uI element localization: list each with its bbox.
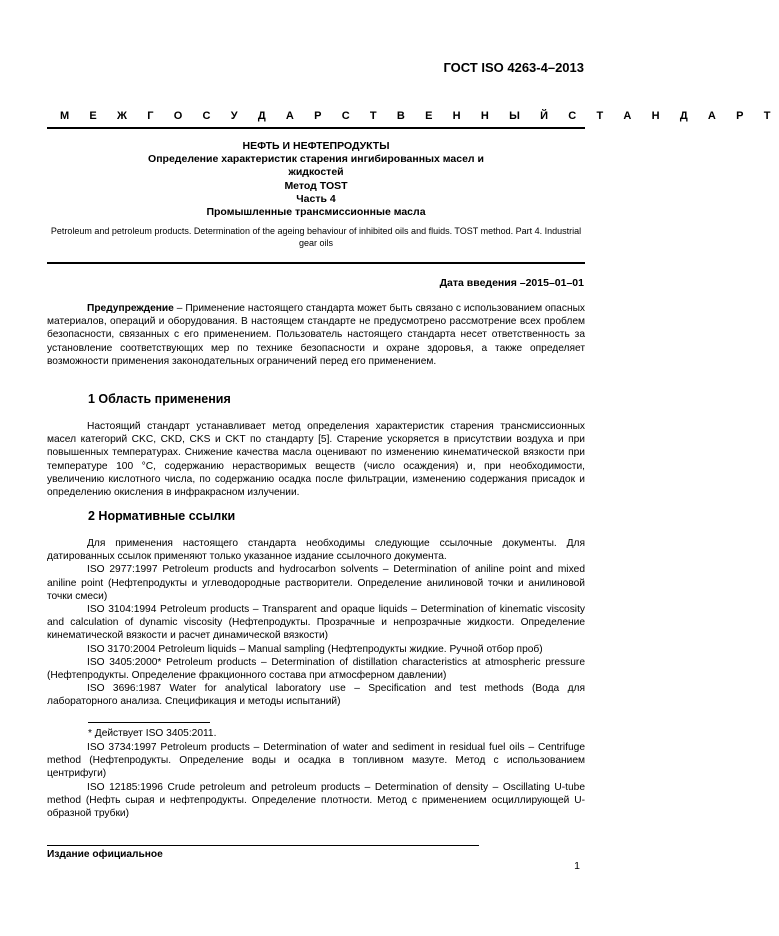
- section-2-intro: Для применения настоящего стандарта необходимы следующие ссылочные документы. Для датированных ссылок применяют только указанное издание ссылочного документа.: [47, 538, 585, 563]
- title-divider: [47, 262, 585, 264]
- footnote: * Действует ISO 3405:2011.: [88, 728, 217, 739]
- title-block: [47, 140, 585, 219]
- title-line-2: Определение характеристик старения ингибированных масел и: [148, 153, 484, 166]
- standard-number: ГОСТ ISO 4263-4–2013: [443, 60, 584, 75]
- footer-divider: [47, 845, 479, 846]
- title-line-5: Часть 4: [296, 192, 336, 205]
- section-1-body: [47, 420, 585, 499]
- reference-item: ISO 3405:2000* Petroleum products – Determination of distillation characteristics at atmospheric pressure (Нефтепродукты. Определение фракционного состава при атмосферном давлении): [47, 656, 585, 682]
- title-line-6: Промышленные трансмиссионные масла: [206, 206, 426, 219]
- title-line-3: жидкостей: [288, 166, 344, 179]
- warning-paragraph: [47, 302, 585, 368]
- section-2-body-continued: [47, 741, 585, 820]
- reference-item: ISO 2977:1997 Petroleum products and hydrocarbon solvents – Determination of aniline point and mixed aniline point (Нефтепродукты и углеводородные растворители. Определение анилиновой точки и анилиновой точки смеси): [47, 564, 585, 602]
- official-edition-label: Издание официальное: [47, 849, 163, 860]
- footnote-divider: [88, 722, 210, 723]
- section-2-body: [47, 537, 585, 709]
- reference-item: ISO 3170:2004 Petroleum liquids – Manual sampling (Нефтепродукты жидкие. Ручной отбор проб): [87, 643, 543, 655]
- title-line-4: Метод TOST: [284, 179, 348, 192]
- reference-item: ISO 12185:1996 Crude petroleum and petroleum products – Determination of density – Oscillating U-tube method (Нефть сырая и нефтепродукты. Определение плотности. Метод с применением осциллирующей U-образной трубки): [47, 781, 585, 820]
- reference-item: ISO 3696:1987 Water for analytical laboratory use – Specification and test methods (Вода для лабораторного анализа. Спецификация и методы испытаний): [47, 683, 585, 708]
- header-divider: [47, 127, 585, 129]
- warning-label: Предупреждение: [87, 303, 174, 314]
- section-1-text: Настоящий стандарт устанавливает метод определения характеристик старения трансмиссионных масел категорий CKC, CKD, CKS и CKT по стандарту [5]. Старение ускоряется в присутствии воздуха и при повышенных температурах. Снижение качества масла оценивают по изменению кинематической вязкости при температуре 100 °С, содержанию нерастворимых веществ (число осаждения) и, при необходимости, увеличению кислотного числа, по содержанию осадка после фильтрации, изменению содержания присадок и определению окисления в инфракрасном излучении.: [47, 421, 585, 499]
- english-title: Petroleum and petroleum products. Determination of the ageing behaviour of inhibited oils and fluids. TOST method. Part 4. Industrial gear oils: [50, 226, 582, 248]
- introduction-date: Дата введения –2015–01–01: [439, 277, 584, 289]
- warning-text: – Применение настоящего стандарта может быть связано с использованием опасных материалов, операций и оборудования. В настоящем стандарте не предусмотрено рассмотрение всех проблем безопасности, связанных с его применением. Пользователь настоящего стандарта несет ответственность за установление соответствующих мер по технике безопасности и охране здоровья, а также определяет возможности применения законодательных ограничений перед его применением.: [47, 303, 585, 367]
- reference-item: ISO 3104:1994 Petroleum products – Transparent and opaque liquids – Determination of kinematic viscosity and calculation of dynamic viscosity (Нефтепродукты. Прозрачные и непрозрачные жидкости. Определение кинематической вязкости и расчет динамической вязкости): [47, 604, 585, 642]
- section-2-heading: 2 Нормативные ссылки: [88, 509, 236, 523]
- reference-item: ISO 3734:1997 Petroleum products – Determination of water and sediment in residual fuel oils – Centrifuge method (Нефтепродукты. Определение воды и осадка в топливном мазуте. Метод с использованием центрифуги): [47, 742, 585, 780]
- interstate-standard-label: М Е Ж Г О С У Д А Р С Т В Е Н Н Ы Й С Т А Н Д А Р Т: [60, 110, 779, 122]
- title-line-1: НЕФТЬ И НЕФТЕПРОДУКТЫ: [242, 140, 390, 152]
- page-number: 1: [574, 860, 580, 872]
- section-1-heading: 1 Область применения: [88, 392, 231, 406]
